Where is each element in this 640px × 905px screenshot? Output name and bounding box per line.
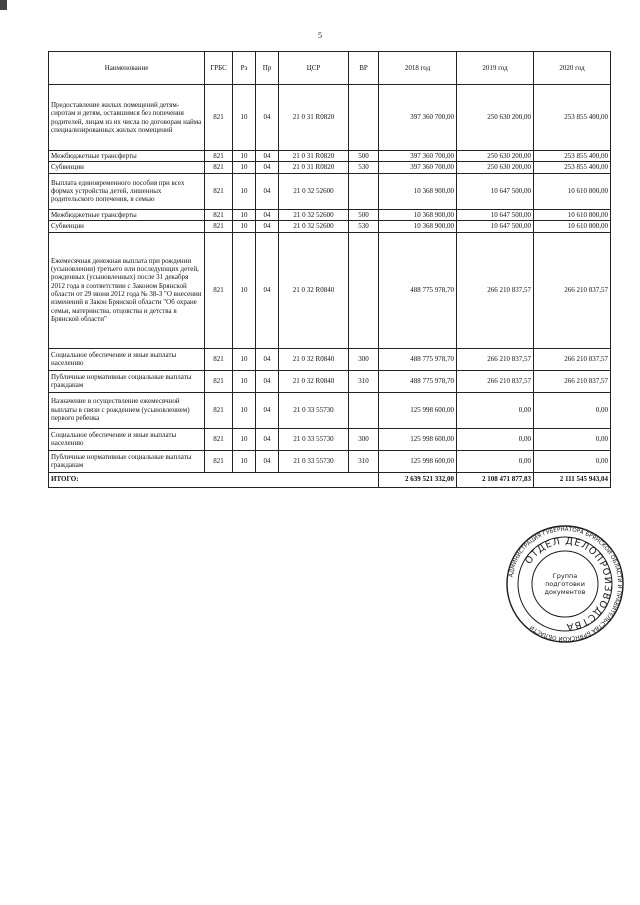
cell-vr bbox=[349, 173, 379, 209]
cell-csr: 21 0 32 R0840 bbox=[279, 232, 349, 348]
table-row bbox=[49, 173, 611, 209]
cell-y2018: 10 368 900,00 bbox=[379, 221, 457, 232]
table-row bbox=[49, 151, 611, 162]
page-number: 5 bbox=[318, 31, 322, 40]
cell-grbs: 821 bbox=[205, 428, 233, 450]
table-row bbox=[49, 450, 611, 472]
col-header-grbs: ГРБС bbox=[205, 52, 233, 85]
col-header-rz: Рз bbox=[233, 52, 256, 85]
total-label: ИТОГО: bbox=[49, 472, 379, 487]
cell-rz: 10 bbox=[233, 370, 256, 392]
cell-rz: 10 bbox=[233, 221, 256, 232]
table-body bbox=[49, 85, 611, 488]
cell-y2018: 488 775 978,70 bbox=[379, 232, 457, 348]
cell-grbs: 821 bbox=[205, 221, 233, 232]
cell-vr: 300 bbox=[349, 348, 379, 370]
cell-pr: 04 bbox=[256, 232, 279, 348]
cell-grbs: 821 bbox=[205, 232, 233, 348]
cell-y2019: 10 647 500,00 bbox=[457, 209, 534, 220]
cell-y2018: 10 368 900,00 bbox=[379, 173, 457, 209]
cell-name: Социальное обеспечение и иные выплаты населению bbox=[49, 428, 205, 450]
cell-csr: 21 0 32 52600 bbox=[279, 209, 349, 220]
table-row bbox=[49, 209, 611, 220]
stamp-department-text: ОТДЕЛ ДЕЛОПРОИЗВОДСТВА bbox=[523, 535, 614, 633]
cell-y2019: 0,00 bbox=[457, 428, 534, 450]
cell-rz: 10 bbox=[233, 232, 256, 348]
cell-y2020: 253 855 400,00 bbox=[534, 151, 611, 162]
table-row bbox=[49, 348, 611, 370]
cell-rz: 10 bbox=[233, 450, 256, 472]
cell-grbs: 821 bbox=[205, 348, 233, 370]
stamp-inner-line-3: документов bbox=[544, 588, 586, 596]
cell-y2018: 488 775 978,70 bbox=[379, 370, 457, 392]
cell-y2018: 397 360 700,00 bbox=[379, 85, 457, 151]
table-row bbox=[49, 232, 611, 348]
cell-pr: 04 bbox=[256, 450, 279, 472]
cell-y2018: 10 368 900,00 bbox=[379, 209, 457, 220]
total-row bbox=[49, 472, 611, 487]
cell-name: Выплата единовременного пособия при всех формах устройства детей, лишенных родительского попечения, в семью bbox=[49, 173, 205, 209]
cell-vr: 500 bbox=[349, 151, 379, 162]
cell-rz: 10 bbox=[233, 348, 256, 370]
cell-y2018: 125 998 600,00 bbox=[379, 428, 457, 450]
stamp-inner-line-2: подготовки bbox=[545, 580, 585, 588]
cell-y2019: 10 647 500,00 bbox=[457, 173, 534, 209]
stamp-outer-text: АДМИНИСТРАЦИЯ ГУБЕРНАТОРА БРЯНСКОЙ ОБЛАСТИ И ПРАВИТЕЛЬСТВА БРЯНСКОЙ ОБЛАСТИ bbox=[508, 526, 623, 642]
cell-y2019: 266 210 837,57 bbox=[457, 348, 534, 370]
col-header-2018: 2018 год bbox=[379, 52, 457, 85]
cell-y2019: 10 647 500,00 bbox=[457, 221, 534, 232]
cell-y2020: 0,00 bbox=[534, 392, 611, 428]
table-row bbox=[49, 162, 611, 173]
cell-vr: 500 bbox=[349, 209, 379, 220]
table-row bbox=[49, 392, 611, 428]
cell-csr: 21 0 32 R0840 bbox=[279, 348, 349, 370]
cell-y2020: 266 210 837,57 bbox=[534, 232, 611, 348]
cell-pr: 04 bbox=[256, 221, 279, 232]
cell-y2019: 266 210 837,57 bbox=[457, 232, 534, 348]
cell-pr: 04 bbox=[256, 209, 279, 220]
cell-name: Назначение и осуществление ежемесячной выплаты в связи с рождением (усыновлением) первого ребенка bbox=[49, 392, 205, 428]
cell-y2019: 0,00 bbox=[457, 392, 534, 428]
cell-rz: 10 bbox=[233, 428, 256, 450]
cell-y2020: 253 855 400,00 bbox=[534, 85, 611, 151]
cell-pr: 04 bbox=[256, 151, 279, 162]
cell-name: Межбюджетные трансферты bbox=[49, 209, 205, 220]
cell-y2018: 488 775 978,70 bbox=[379, 348, 457, 370]
cell-y2020: 10 610 800,00 bbox=[534, 173, 611, 209]
cell-y2018: 125 998 600,00 bbox=[379, 392, 457, 428]
cell-csr: 21 0 31 R0820 bbox=[279, 85, 349, 151]
table-row bbox=[49, 428, 611, 450]
cell-grbs: 821 bbox=[205, 85, 233, 151]
cell-y2018: 125 998 600,00 bbox=[379, 450, 457, 472]
cell-name: Субвенции bbox=[49, 162, 205, 173]
cell-y2020: 266 210 837,57 bbox=[534, 370, 611, 392]
cell-name: Субвенции bbox=[49, 221, 205, 232]
total-y2018: 2 639 521 332,00 bbox=[379, 472, 457, 487]
cell-csr: 21 0 33 55730 bbox=[279, 450, 349, 472]
cell-name: Публичные нормативные социальные выплаты гражданам bbox=[49, 450, 205, 472]
cell-rz: 10 bbox=[233, 209, 256, 220]
col-header-name: Наименование bbox=[49, 52, 205, 85]
col-header-vr: ВР bbox=[349, 52, 379, 85]
cell-grbs: 821 bbox=[205, 450, 233, 472]
cell-pr: 04 bbox=[256, 428, 279, 450]
cell-csr: 21 0 33 55730 bbox=[279, 428, 349, 450]
cell-vr bbox=[349, 232, 379, 348]
scan-corner-mark bbox=[0, 0, 7, 10]
cell-vr bbox=[349, 85, 379, 151]
cell-vr bbox=[349, 392, 379, 428]
cell-y2019: 250 630 200,00 bbox=[457, 85, 534, 151]
cell-y2019: 0,00 bbox=[457, 450, 534, 472]
cell-y2019: 250 630 200,00 bbox=[457, 162, 534, 173]
cell-csr: 21 0 32 52600 bbox=[279, 173, 349, 209]
table-row bbox=[49, 221, 611, 232]
cell-pr: 04 bbox=[256, 173, 279, 209]
cell-vr: 310 bbox=[349, 370, 379, 392]
cell-y2020: 0,00 bbox=[534, 450, 611, 472]
official-stamp bbox=[505, 524, 625, 644]
total-y2020: 2 111 545 943,04 bbox=[534, 472, 611, 487]
cell-pr: 04 bbox=[256, 85, 279, 151]
col-header-2020: 2020 год bbox=[534, 52, 611, 85]
cell-y2019: 266 210 837,57 bbox=[457, 370, 534, 392]
cell-rz: 10 bbox=[233, 85, 256, 151]
table-row bbox=[49, 370, 611, 392]
cell-name: Ежемесячная денежная выплата при рождении (усыновлении) третьего или последующих детей, рожденных (усыновленных) после 31 декабря 2012 года в соответствии с Законом Брянской области от 29 июня 2012 года № 38-З "О внесении изменений в Закон Брянской области "Об охране семьи, материнства, отцовства и детства в Брянской области" bbox=[49, 232, 205, 348]
cell-grbs: 821 bbox=[205, 173, 233, 209]
cell-name: Предоставление жилых помещений детям-сиротам и детям, оставшимся без попечения родителей, лицам из их числа по договорам найма специализированных жилых помещений bbox=[49, 85, 205, 151]
total-y2019: 2 108 471 877,83 bbox=[457, 472, 534, 487]
cell-pr: 04 bbox=[256, 162, 279, 173]
cell-csr: 21 0 31 R0820 bbox=[279, 151, 349, 162]
cell-y2019: 250 630 200,00 bbox=[457, 151, 534, 162]
cell-y2020: 253 855 400,00 bbox=[534, 162, 611, 173]
cell-vr: 530 bbox=[349, 162, 379, 173]
cell-rz: 10 bbox=[233, 151, 256, 162]
cell-y2020: 266 210 837,57 bbox=[534, 348, 611, 370]
cell-name: Межбюджетные трансферты bbox=[49, 151, 205, 162]
cell-rz: 10 bbox=[233, 173, 256, 209]
cell-y2020: 10 610 800,00 bbox=[534, 209, 611, 220]
cell-pr: 04 bbox=[256, 370, 279, 392]
cell-csr: 21 0 32 52600 bbox=[279, 221, 349, 232]
col-header-csr: ЦСР bbox=[279, 52, 349, 85]
cell-vr: 310 bbox=[349, 450, 379, 472]
stamp-inner-line-1: Группа bbox=[552, 572, 578, 580]
cell-vr: 300 bbox=[349, 428, 379, 450]
cell-csr: 21 0 33 55730 bbox=[279, 392, 349, 428]
cell-grbs: 821 bbox=[205, 392, 233, 428]
header-row bbox=[49, 52, 611, 85]
cell-pr: 04 bbox=[256, 392, 279, 428]
cell-vr: 530 bbox=[349, 221, 379, 232]
table-row bbox=[49, 85, 611, 151]
cell-y2018: 397 360 700,00 bbox=[379, 162, 457, 173]
cell-name: Социальное обеспечение и иные выплаты населению bbox=[49, 348, 205, 370]
cell-grbs: 821 bbox=[205, 162, 233, 173]
cell-csr: 21 0 31 R0820 bbox=[279, 162, 349, 173]
cell-rz: 10 bbox=[233, 162, 256, 173]
cell-csr: 21 0 32 R0840 bbox=[279, 370, 349, 392]
cell-rz: 10 bbox=[233, 392, 256, 428]
cell-grbs: 821 bbox=[205, 151, 233, 162]
cell-name: Публичные нормативные социальные выплаты гражданам bbox=[49, 370, 205, 392]
cell-y2018: 397 360 700,00 bbox=[379, 151, 457, 162]
cell-pr: 04 bbox=[256, 348, 279, 370]
cell-y2020: 0,00 bbox=[534, 428, 611, 450]
cell-y2020: 10 610 800,00 bbox=[534, 221, 611, 232]
cell-grbs: 821 bbox=[205, 370, 233, 392]
col-header-2019: 2019 год bbox=[457, 52, 534, 85]
cell-grbs: 821 bbox=[205, 209, 233, 220]
budget-table bbox=[48, 51, 611, 488]
col-header-pr: Пр bbox=[256, 52, 279, 85]
